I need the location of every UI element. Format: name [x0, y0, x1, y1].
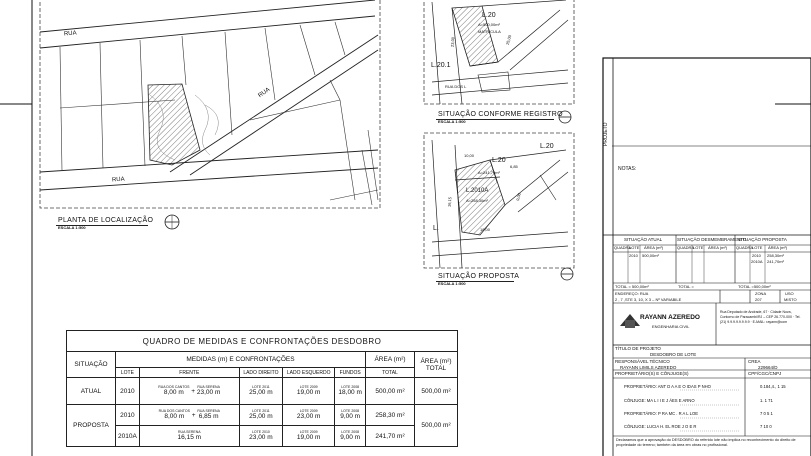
lot-label: L.: [433, 225, 439, 232]
dimension: 19,00: [480, 227, 491, 232]
planta-scale: ESCALA 1:500: [58, 225, 86, 230]
total-atual: TOTAL = 500,00m²: [615, 284, 649, 289]
h-lote: LOTE: [693, 245, 704, 250]
crea-value: 229664/D: [758, 365, 778, 370]
cell-tag: RUA SERENA: [178, 429, 201, 434]
cell-frente: [139, 426, 239, 447]
area-label: A=258,30m²: [466, 198, 488, 203]
cell-value: 9,00 m: [340, 434, 361, 442]
cell-lado-esquerdo: [283, 405, 335, 426]
table-row: [67, 378, 458, 405]
firm-address: Rua Deputado de Andrade, 67 · Cidade Nova, Contorno de Paracambi/RJ – CEP 26.770-000 · Tel. (21) 9.9.9.9.9.9.9.9 · E-MAIL: rayann@com: [720, 310, 801, 324]
cell-total: 258,30 m²: [366, 405, 415, 426]
cell-value: 23,00 m: [249, 434, 273, 442]
title-underline: [436, 119, 554, 120]
cell-value: 23,00 m: [196, 389, 221, 397]
titulo-label: TÍTULO DE PROJETO: [615, 346, 661, 351]
cell-tag: LOTE 2009: [299, 384, 318, 389]
crea-label: CREA: [748, 359, 761, 364]
cell-value: 8,00 m: [163, 389, 184, 397]
dimension: 9,00: [514, 192, 522, 202]
spouse-1: CÔNJUGE: MA L I I E J ÁES E ARNO: [624, 398, 695, 403]
prop-lote: 2010A: [751, 259, 763, 264]
sit-proposta-header: SITUAÇÃO PROPOSTA: [738, 237, 787, 242]
cell-fundos: [335, 405, 366, 426]
cell-lote: 2010: [116, 378, 140, 405]
cell-total: 241,70 m²: [366, 426, 415, 447]
street-label: RUA: [257, 86, 272, 100]
h-quadra: QUADRA: [614, 245, 632, 250]
cell-value: 9,00 m: [340, 413, 361, 421]
declaracao-text: Declaramos que a aprovação do DESDOBRO do referido lote não implica no reconhecimento do direito de propriedade do terreno; também da área em obras no profissional.: [616, 438, 796, 448]
cell-lote: 2010A: [116, 426, 140, 447]
street-label: RUA: [63, 30, 77, 38]
table-row: [67, 405, 458, 426]
sub-lado-direito: LADO DIREITO: [239, 368, 282, 378]
zona-value: 207: [755, 297, 762, 302]
h-quadra: QUADRA: [677, 245, 695, 250]
cell-tag: LOTE 2011: [252, 408, 270, 413]
prop-lote: 2010: [752, 253, 761, 258]
planta-frame: [40, 0, 380, 208]
plus-sign: +: [191, 411, 196, 419]
plus-sign: +: [191, 387, 196, 395]
cell-lado-esquerdo: [283, 426, 335, 447]
proposta-title: SITUAÇÃO PROPOSTA: [438, 273, 520, 280]
quadro-medidas-table: [66, 330, 458, 447]
sub-lado-esquerdo: LADO ESQUERDO: [283, 368, 335, 378]
cell-area-total: 500,00 m²: [415, 405, 458, 447]
spouse-1-cpf: 1. 1 71: [760, 398, 773, 403]
cell-value: 19,00 m: [296, 389, 321, 397]
cell-tag: LOTE 2009: [299, 429, 318, 434]
cell-tag: LOTE 2008: [341, 429, 360, 434]
cell-total: 500,00 m²: [366, 378, 415, 405]
lot-label: L.20: [492, 157, 506, 164]
cell-tag: LOTE 2009: [299, 408, 318, 413]
h-area: ÁREA (m²): [768, 245, 788, 250]
area-label: A=241,70m²: [478, 170, 500, 175]
cell-tag: LOTE 2008: [341, 408, 360, 413]
cell-tag: LOTE 2008: [341, 384, 360, 389]
registro-title: SITUAÇÃO CONFORME REGISTRO: [438, 111, 563, 118]
cell-value: 23,00 m: [296, 413, 321, 421]
endereco-label: ENDEREÇO: RUA: [615, 291, 649, 296]
cell-fundos: [335, 378, 366, 405]
table-row: [67, 426, 458, 447]
cell-value: 25,00 m: [249, 389, 273, 397]
resp-value: RAYANN LIMILS AZEREDO: [620, 365, 677, 370]
owner-1: PROPRIETÁRIO: ANT D A A E O IDAS P NHO: [624, 384, 711, 389]
owner-1-cpf: 0.184,4., 1 15: [760, 384, 786, 389]
title-underline: [436, 281, 514, 282]
cell-tag: RUA SERENA: [197, 384, 220, 389]
sub-frente: FRENTE: [139, 368, 239, 378]
h-area: ÁREA (m²): [644, 245, 664, 250]
lot-label: L.2010A: [466, 188, 489, 194]
sub-lote: LOTE: [116, 368, 140, 378]
lot-label: L.20.1: [431, 62, 451, 69]
street-label: RUA: [111, 176, 125, 184]
cell-value: 25,00 m: [249, 413, 273, 421]
dimension: 23,00: [449, 36, 456, 48]
cell-lote: 2010: [116, 405, 140, 426]
zona-label: ZONA: [755, 291, 767, 296]
notas-label: NOTAS:: [618, 166, 637, 172]
title-underline: [56, 225, 148, 226]
col-area: ÁREA (m²): [366, 352, 415, 368]
prop-label: PROPRIETÁRIO(S) E CÔNJUGE(S): [615, 371, 689, 376]
cell-area-total: 500,00 m²: [415, 378, 458, 405]
col-area-total: ÁREA (m²) TOTAL: [415, 352, 458, 378]
cell-tag: RUA DOS CANTOS: [158, 408, 190, 413]
col-situacao: SITUAÇÃO: [67, 352, 116, 378]
prop-area: 241,70m²: [767, 259, 784, 264]
h-lote: LOTE: [752, 245, 763, 250]
titulo-value: DESDOBRO DE LOTE: [650, 352, 697, 357]
sub-fundos: FUNDOS: [335, 368, 366, 378]
area-label: A=500,00m²: [478, 22, 500, 27]
cell-value: 18,00 m: [338, 389, 362, 397]
cell-tag: LOTE 2010: [251, 429, 270, 434]
spouse-2-cpf: 7 10 0: [760, 424, 772, 429]
total-proposta: TOTAL =500,00m²: [738, 284, 771, 289]
endereco-line: 2 , 7 ,STE 3, 10, X 3 – Nº VARIABILE: [615, 297, 682, 302]
projeto-label: PROJETO: [603, 122, 609, 146]
cell-tag: RUA DOS CANTOS: [158, 384, 190, 389]
uso-value: MISTO: [784, 297, 797, 302]
cpf-label: CPF/CGC/CNPJ: [748, 371, 782, 376]
h-lote: LOTE: [629, 245, 640, 250]
sub-total: TOTAL: [366, 368, 415, 378]
area-label: MATRÍCULA: [478, 29, 501, 34]
quadro-title: QUADRO DE MEDIDAS E CONFRONTAÇÕES DESDOBRO: [67, 331, 458, 352]
owner-2: PROPRIETÁRIO: P RA MC . R A L LOE: [624, 411, 699, 416]
resp-label: RESPONSÁVEL TÉCNICO: [615, 359, 670, 364]
sit-atual-header: SITUAÇÃO ATUAL: [624, 237, 663, 242]
cell-value: 6,85 m: [198, 413, 219, 421]
h-quadra: QUADRA: [736, 245, 754, 250]
registro-scale: ESCALA 1:500: [438, 119, 466, 124]
proposta-scale: ESCALA 1:500: [438, 281, 466, 286]
firm-name: RAYANN AZEREDO: [640, 314, 700, 321]
highlighted-lot: [148, 84, 200, 165]
cell-situacao: PROPOSTA: [67, 405, 116, 447]
dimension: 6,85: [510, 164, 518, 169]
atual-area: 500,00m²: [642, 253, 659, 258]
cell-value: 8,00 m: [164, 413, 185, 421]
street-label: RUA DOS L: [445, 84, 467, 89]
owner-2-cpf: 7 0 5 1: [760, 411, 773, 416]
cell-lado-direito: [239, 405, 282, 426]
prop-area: 258,30m²: [767, 253, 784, 258]
planta-title: PLANTA DE LOCALIZAÇÃO: [58, 217, 154, 224]
cell-tag: RUA SERENA: [197, 408, 220, 413]
firm-subtitle: ENGENHARIA CIVIL: [652, 324, 690, 329]
firm-logo: [620, 314, 640, 328]
cell-situacao: ATUAL: [67, 378, 116, 405]
cell-tag: LOTE 2011: [252, 384, 270, 389]
cell-frente: [139, 378, 239, 405]
cell-value: 16,15 m: [177, 434, 202, 442]
cell-value: 19,00 m: [296, 434, 321, 442]
col-medidas: MEDIDAS (m) E CONFRONTAÇÕES: [116, 352, 366, 368]
uso-label: USO: [785, 291, 794, 296]
total-desmembr: TOTAL =: [678, 284, 694, 289]
cell-frente: [139, 405, 239, 426]
cell-lado-direito: [239, 426, 282, 447]
dimension: 25,00: [504, 34, 513, 46]
spouse-2: CÔNJUGE: LUCIA H. EL ROE J O E R: [624, 424, 697, 429]
cell-fundos: [335, 426, 366, 447]
atual-lote: 2010: [629, 253, 638, 258]
h-area: ÁREA (m²): [708, 245, 728, 250]
sit-desmembr-header: SITUAÇÃO DESMEMBRAMENTO: [677, 237, 747, 242]
lot-label: L.20: [482, 12, 496, 19]
cell-lado-esquerdo: [283, 378, 335, 405]
cell-lado-direito: [239, 378, 282, 405]
dimension: 16,15: [446, 196, 453, 208]
dimension: 10,00: [464, 153, 475, 158]
lot-label: L.20: [540, 143, 554, 150]
